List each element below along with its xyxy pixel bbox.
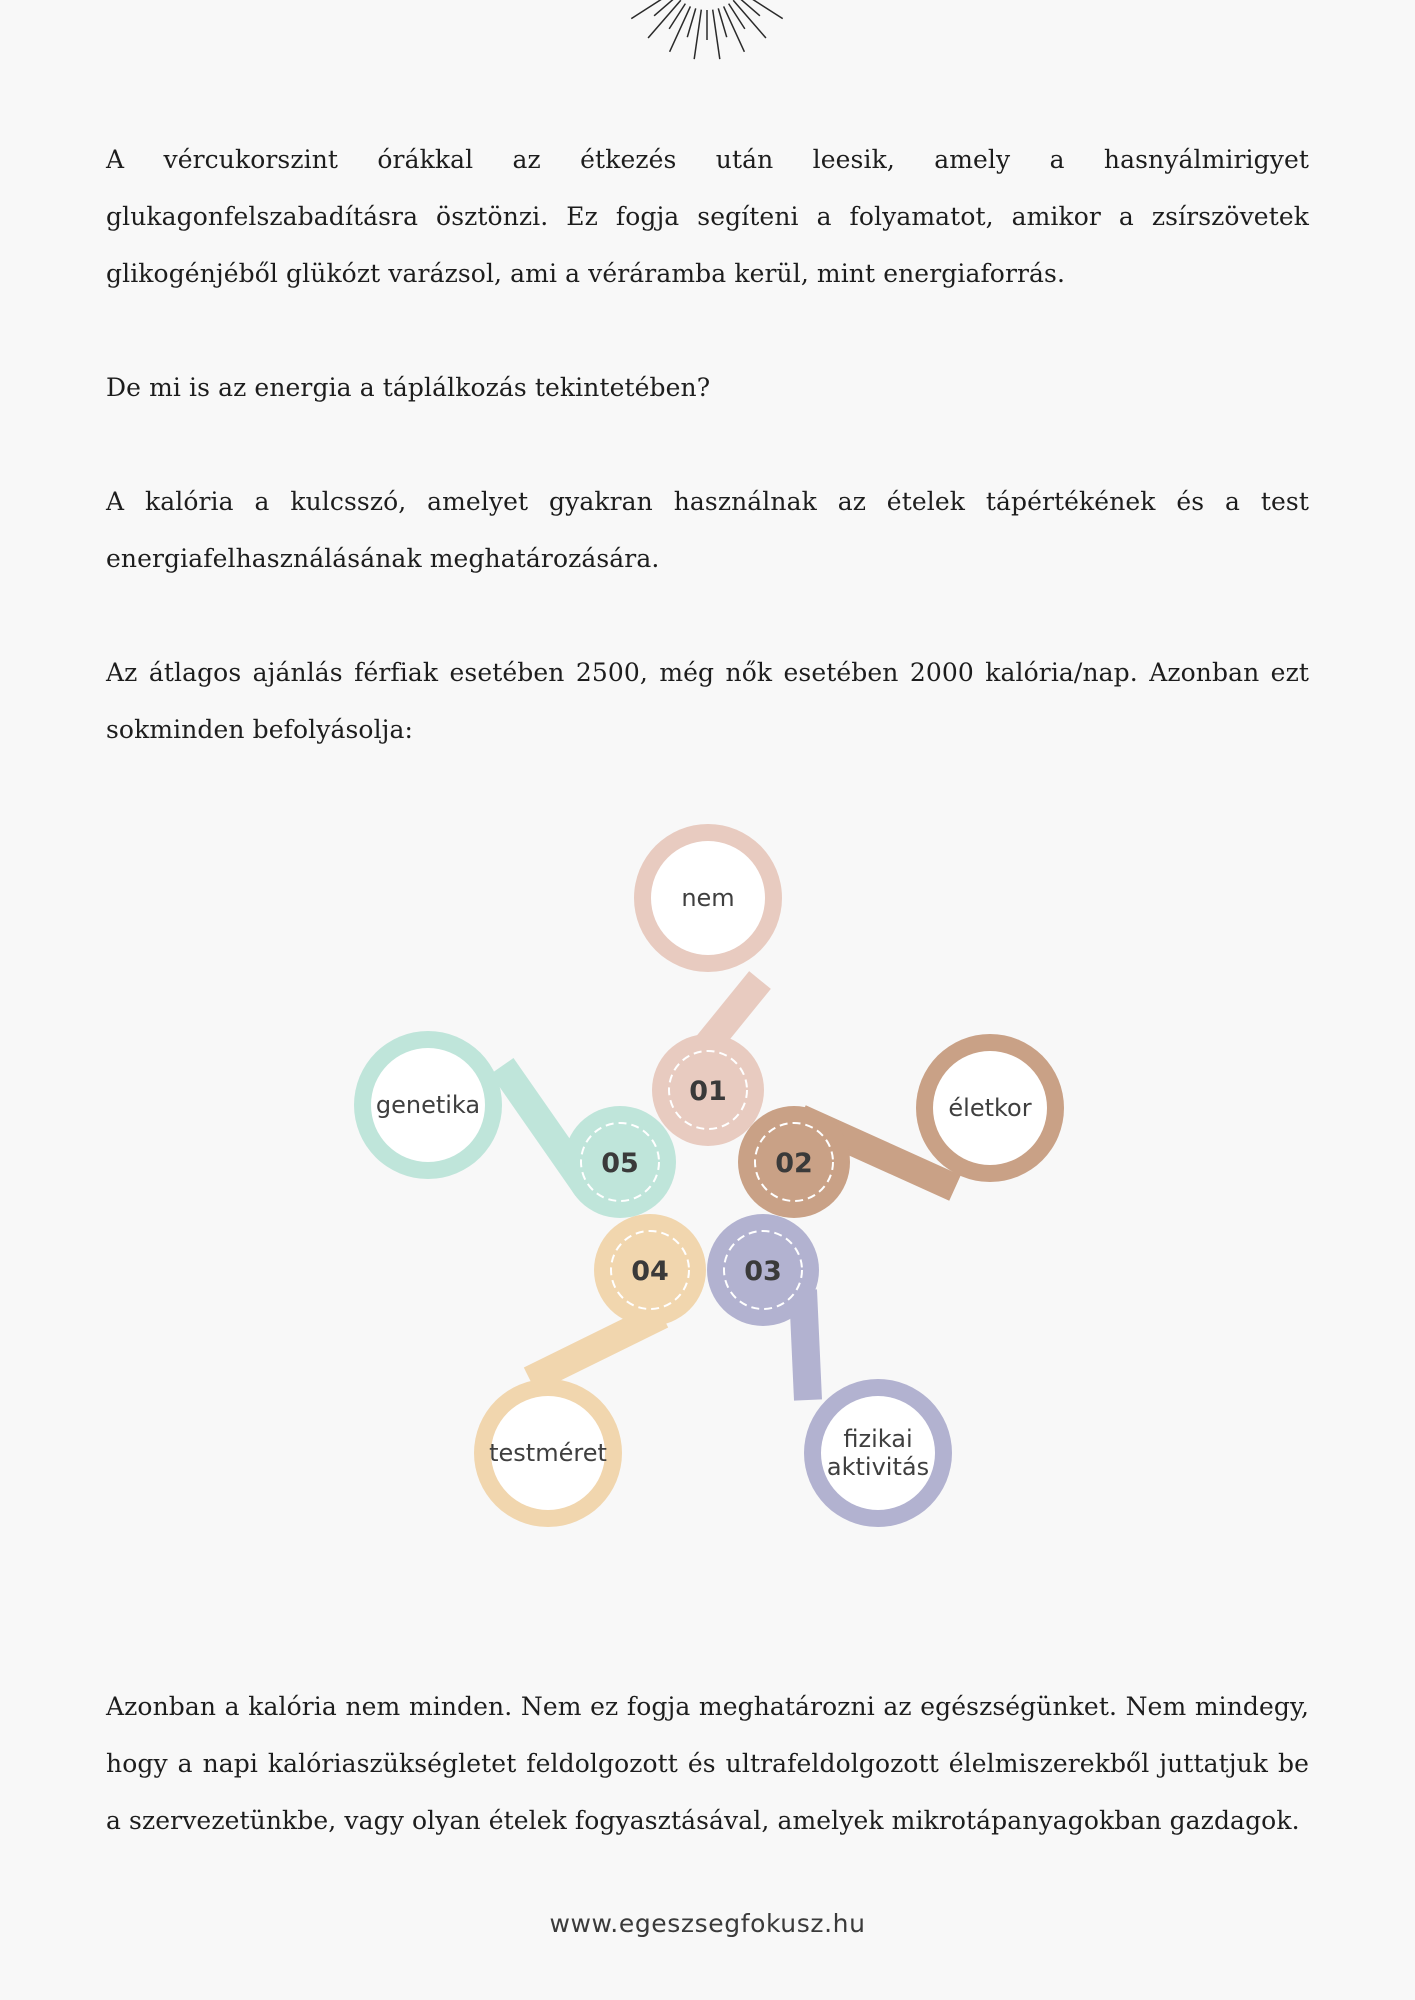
paragraph-energy-question: De mi is az energia a táplálkozás tekintetében? bbox=[106, 373, 711, 402]
paragraph-blood-sugar: A vércukorszint órákkal az étkezés után leesik, amely a hasnyálmirigyet glukagonfelszabadításra ösztönzi. Ez fogja segíteni a folyamatot, amikor a zsírszövetek glikogénjéből glükózt varázsol, ami a véráramba kerül, mint energiaforrás. bbox=[106, 145, 1309, 288]
footer-url: www.egeszsegfokusz.hu bbox=[549, 1909, 866, 1938]
factor-05 bbox=[354, 1031, 676, 1218]
paragraph-daily-recommendation: Az átlagos ajánlás férfiak esetében 2500, még nők esetében 2000 kalória/nap. Azonban ezt sokminden befolyásolja: bbox=[106, 658, 1309, 744]
factor-number: 04 bbox=[631, 1256, 669, 1287]
factor-label: genetika bbox=[375, 1091, 481, 1119]
factor-04 bbox=[474, 1214, 706, 1527]
factor-number: 05 bbox=[601, 1148, 639, 1179]
paragraph-calorie-definition: A kalória a kulcsszó, amelyet gyakran használnak az ételek tápértékének és a test energiafelhasználásának meghatározására. bbox=[106, 487, 1309, 573]
factor-01 bbox=[634, 824, 782, 1146]
factor-number: 02 bbox=[775, 1148, 813, 1179]
factor-label: nem bbox=[681, 884, 735, 912]
factor-number: 03 bbox=[744, 1256, 782, 1287]
factor-label: életkor bbox=[948, 1094, 1032, 1122]
factor-number: 01 bbox=[689, 1076, 727, 1107]
factor-label: testméret bbox=[489, 1439, 607, 1467]
factor-label: fizikai aktivitás bbox=[826, 1425, 930, 1481]
factor-02 bbox=[738, 1034, 1064, 1218]
factor-03 bbox=[707, 1214, 952, 1527]
paragraph-conclusion: Azonban a kalória nem minden. Nem ez fogja meghatározni az egészségünket. Nem mindegy, hogy a napi kalóriaszükségletet feldolgozott és ultrafeldolgozott élelmiszerekből juttatjuk be a szervezetünkbe, vagy olyan ételek fogyasztásával, amelyek mikrotápanyagokban gazdagok. bbox=[106, 1692, 1309, 1835]
